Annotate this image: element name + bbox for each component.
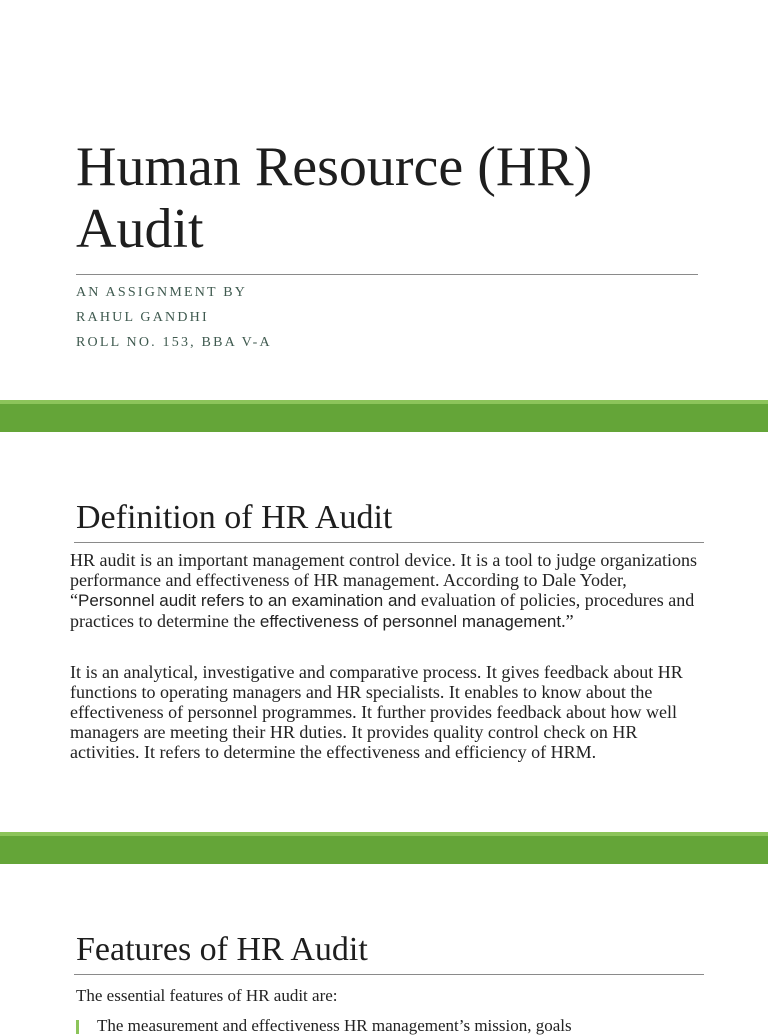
title-divider: [74, 974, 704, 975]
process-paragraph: It is an analytical, investigative and comparative process. It gives feedback about HR functions to operating managers and HR specialists. It enables to know about the effectiveness of personnel programmes. It further provides feedback about how well managers are meeting their HR duties. It provides quality control check on HR activities. It refers to determine the effectiveness and efficiency of HRM.: [70, 662, 683, 762]
subtitle-line: RAHUL GANDHI: [76, 310, 209, 325]
bullet-item: [76, 1016, 716, 1036]
title-divider: [76, 274, 698, 275]
text-run: .”: [561, 611, 574, 631]
subtitle-block: [76, 280, 696, 355]
slide-title: Definition of HR Audit: [76, 499, 393, 536]
subtitle-line: ROLL NO. 153, BBA V-A: [76, 335, 272, 350]
bullet-marker-icon: [76, 1020, 79, 1034]
text-run: HR audit is an important management control device. It is a tool to judge organizations performance and effectiveness of HR management. According to Dale Yoder, “: [70, 550, 698, 610]
intro-text: The essential features of HR audit are:: [76, 986, 338, 1005]
title-line-1: Human Resource (HR): [76, 136, 593, 198]
title-slide: [0, 0, 768, 400]
slide-divider: [0, 832, 768, 864]
text-run: evaluation of policies, procedures and practices to determine the: [70, 590, 695, 631]
slide-title: Features of HR Audit: [76, 931, 368, 968]
slide-divider: [0, 400, 768, 432]
title-line-2: Audit: [76, 198, 204, 260]
subtitle-line: AN ASSIGNMENT BY: [76, 285, 248, 300]
title-divider: [74, 542, 704, 543]
quote-run: Personnel audit refers to an examination and: [78, 591, 417, 610]
bullet-text: The measurement and effectiveness HR management’s mission, goals: [97, 1016, 572, 1035]
definition-paragraph: [70, 550, 710, 632]
quote-run: effectiveness of personnel management: [259, 612, 562, 631]
presentation-title: [76, 136, 716, 260]
features-slide: [0, 864, 768, 1035]
definition-slide: [0, 432, 768, 832]
